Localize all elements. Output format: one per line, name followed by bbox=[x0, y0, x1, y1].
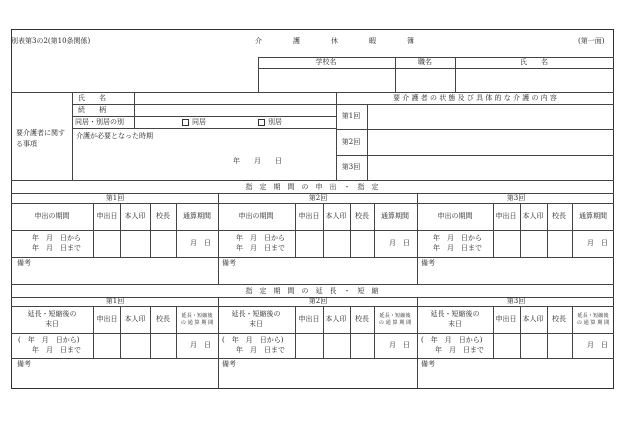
care-needed-date[interactable]: 年 月 日 bbox=[233, 157, 282, 165]
extension-seal-header: 本人印 bbox=[522, 315, 544, 323]
extension-from-date[interactable]: ( 年 月 日から) bbox=[421, 336, 483, 344]
designation-remarks-label: 備考 bbox=[17, 259, 31, 267]
designation-total-value[interactable]: 月 日 bbox=[587, 239, 608, 247]
designation-to-date[interactable]: 年 月 日まで bbox=[433, 244, 482, 252]
designation-apply-date-header: 申出日 bbox=[495, 212, 517, 220]
designation-seal-header: 本人印 bbox=[325, 212, 347, 220]
extension-round-3-label: 第3回 bbox=[506, 297, 526, 305]
extension-total-header: 延長・短縮後 bbox=[577, 313, 609, 319]
designation-round-3-label: 第3回 bbox=[506, 194, 526, 202]
designation-from-date[interactable]: 年 月 日から bbox=[236, 234, 285, 242]
designation-round-2-label: 第2回 bbox=[308, 194, 328, 202]
extension-total-header: の 通 算 期 間 bbox=[576, 320, 610, 326]
extension-round-1-label: 第1回 bbox=[105, 297, 125, 305]
care-subject-section-label: 要介護者に関する事項 bbox=[16, 129, 65, 148]
name-field[interactable] bbox=[456, 69, 613, 91]
extension-apply-date-header: 申出日 bbox=[298, 315, 320, 323]
extension-to-date[interactable]: 年 月 日まで bbox=[435, 346, 484, 354]
extension-end-date-header: 末日 bbox=[249, 320, 263, 328]
extension-seal-header: 本人印 bbox=[325, 315, 347, 323]
designation-total-value[interactable]: 月 日 bbox=[389, 239, 410, 247]
designation-principal-header: 校長 bbox=[156, 212, 170, 220]
extension-remarks-label: 備考 bbox=[17, 360, 31, 368]
extension-seal-header: 本人印 bbox=[124, 315, 146, 323]
care-state-round-2-label: 第2回 bbox=[341, 138, 361, 146]
extension-end-date-header: 末日 bbox=[45, 320, 59, 328]
name-label: 氏 名 bbox=[520, 58, 548, 66]
extension-principal-header: 校長 bbox=[156, 315, 170, 323]
care-state-round-3-label: 第3回 bbox=[341, 163, 361, 171]
designation-total-header: 通算期間 bbox=[183, 212, 211, 220]
relation-field[interactable] bbox=[135, 105, 335, 115]
living-arrangement-label: 同居・別居の別 bbox=[75, 118, 124, 126]
extension-from-date[interactable]: ( 年 月 日から) bbox=[222, 336, 284, 344]
form-number: 別表第3の2(第10条関係) bbox=[11, 37, 91, 45]
designation-principal-header: 校長 bbox=[552, 212, 566, 220]
extension-principal-header: 校長 bbox=[355, 315, 369, 323]
designation-period-header: 申出の期間 bbox=[238, 212, 274, 220]
designation-total-header: 通算期間 bbox=[381, 212, 409, 220]
extension-total-header: の 通 算 期 間 bbox=[378, 320, 412, 326]
extension-section-title: 指 定 期 間 の 延 長 ・ 短 縮 bbox=[245, 287, 379, 295]
extension-total-header: 延長・短縮後 bbox=[181, 313, 213, 319]
designation-to-date[interactable]: 年 月 日まで bbox=[236, 244, 285, 252]
designation-seal-header: 本人印 bbox=[522, 212, 544, 220]
extension-round-2-label: 第2回 bbox=[308, 297, 328, 305]
designation-period-header: 申出の期間 bbox=[34, 212, 70, 220]
extension-end-date-header: 末日 bbox=[448, 320, 462, 328]
care-state-header: 要 介 護 者 の 状 態 及 び 具 体 的 な 介 護 の 内 容 bbox=[393, 94, 557, 102]
extension-apply-date-header: 申出日 bbox=[495, 315, 517, 323]
designation-round-1-label: 第1回 bbox=[105, 194, 125, 202]
designation-to-date[interactable]: 年 月 日まで bbox=[32, 244, 81, 252]
extension-end-date-header: 延長・短縮後の bbox=[27, 310, 77, 318]
relation-label: 続 柄 bbox=[78, 106, 106, 114]
designation-remarks-label: 備考 bbox=[421, 259, 435, 267]
designation-from-date[interactable]: 年 月 日から bbox=[32, 234, 81, 242]
care-state-round-1-label: 第1回 bbox=[341, 112, 361, 120]
designation-principal-header: 校長 bbox=[355, 212, 369, 220]
school-name-field[interactable] bbox=[259, 69, 394, 91]
designation-section-title: 指 定 期 間 の 申 出 ・ 指 定 bbox=[245, 183, 379, 191]
extension-end-date-header: 延長・短縮後の bbox=[231, 310, 281, 318]
checkbox-icon bbox=[182, 119, 189, 126]
designation-apply-date-header: 申出日 bbox=[96, 212, 118, 220]
designation-total-header: 通算期間 bbox=[579, 212, 607, 220]
designation-total-value[interactable]: 月 日 bbox=[190, 239, 211, 247]
extension-total-value[interactable]: 月 日 bbox=[190, 341, 211, 349]
sheet-number: (第一面) bbox=[578, 37, 605, 45]
position-field[interactable] bbox=[396, 69, 454, 91]
extension-to-date[interactable]: 年 月 日まで bbox=[236, 346, 285, 354]
extension-apply-date-header: 申出日 bbox=[96, 315, 118, 323]
living-together-option[interactable]: 同居 bbox=[182, 118, 206, 127]
designation-apply-date-header: 申出日 bbox=[298, 212, 320, 220]
designation-seal-header: 本人印 bbox=[124, 212, 146, 220]
care-state-round-1-field[interactable] bbox=[368, 105, 613, 128]
school-name-label: 学校名 bbox=[315, 58, 337, 66]
designation-remarks-label: 備考 bbox=[222, 259, 236, 267]
designation-period-header: 申出の期間 bbox=[437, 212, 473, 220]
extension-total-value[interactable]: 月 日 bbox=[389, 341, 410, 349]
care-subject-name-label: 氏 名 bbox=[78, 94, 106, 102]
care-state-round-3-field[interactable] bbox=[368, 156, 613, 179]
extension-from-date[interactable]: ( 年 月 日から) bbox=[18, 336, 80, 344]
extension-principal-header: 校長 bbox=[552, 315, 566, 323]
checkbox-icon bbox=[258, 119, 265, 126]
care-state-round-2-field[interactable] bbox=[368, 130, 613, 154]
extension-total-value[interactable]: 月 日 bbox=[587, 341, 608, 349]
position-label: 職名 bbox=[418, 58, 432, 66]
extension-to-date[interactable]: 年 月 日まで bbox=[32, 346, 81, 354]
care-needed-since-label: 介護が必要となった時期 bbox=[76, 132, 153, 140]
extension-total-header: 延長・短縮後 bbox=[379, 313, 411, 319]
extension-total-header: の 通 算 期 間 bbox=[180, 320, 214, 326]
extension-end-date-header: 延長・短縮後の bbox=[430, 310, 480, 318]
extension-remarks-label: 備考 bbox=[222, 360, 236, 368]
extension-remarks-label: 備考 bbox=[421, 360, 435, 368]
care-subject-name-field[interactable] bbox=[135, 93, 335, 103]
designation-from-date[interactable]: 年 月 日から bbox=[433, 234, 482, 242]
living-apart-option[interactable]: 別居 bbox=[258, 118, 282, 127]
form-title: 介 護 休 暇 簿 bbox=[255, 37, 426, 45]
